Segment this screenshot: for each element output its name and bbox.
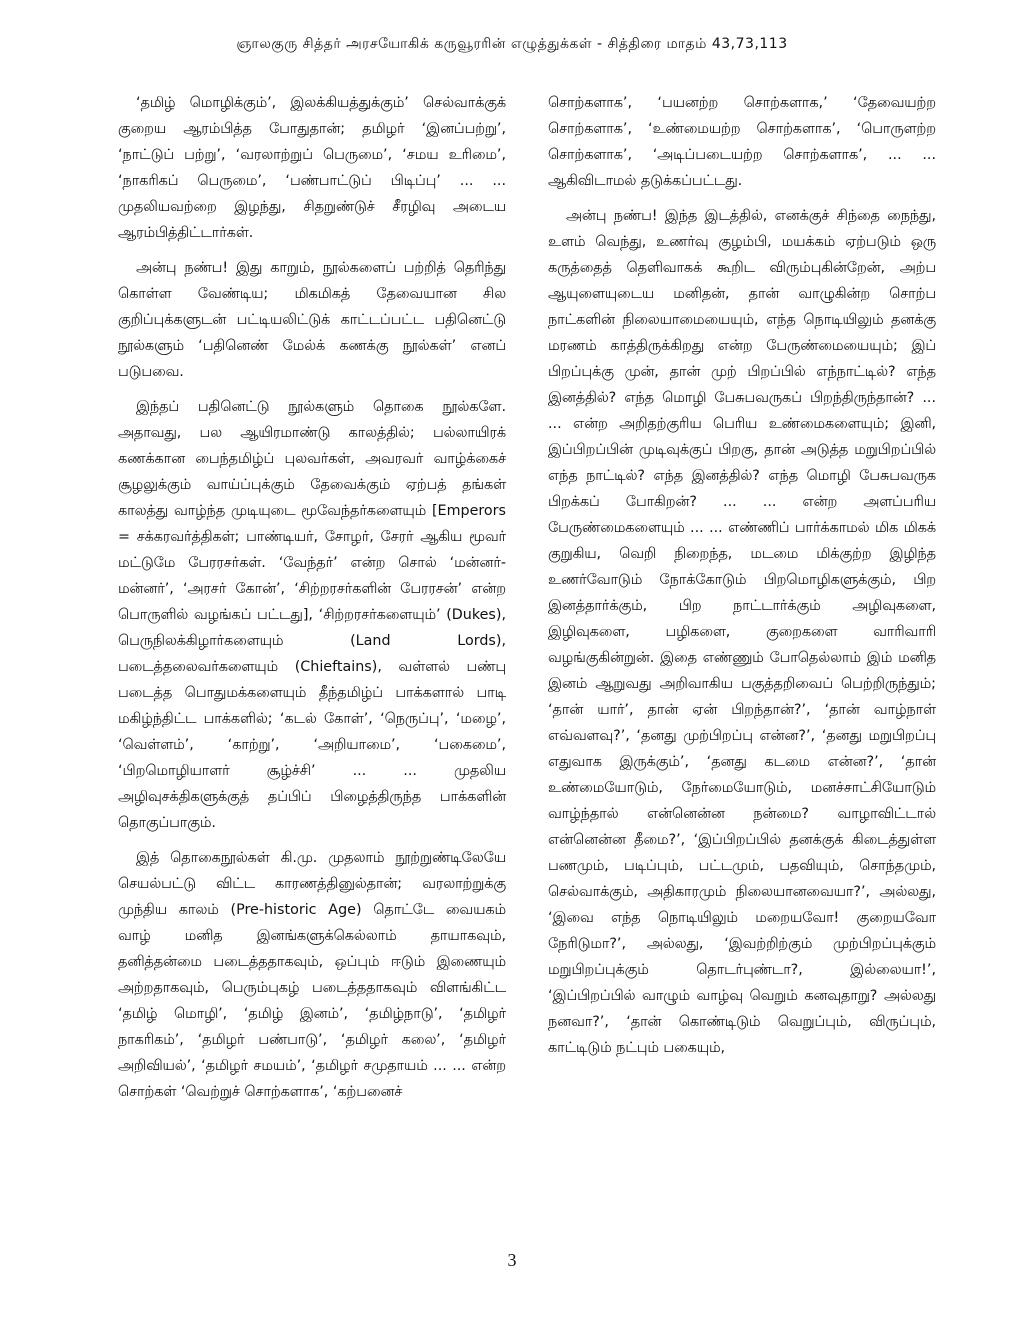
left-column xyxy=(118,90,506,1114)
paragraph: இத் தொகைநூல்கள் கி.மு. முதலாம் நூற்றுண்டிலேயே செயல்பட்டு விட்ட காரணத்தினுல்தான்; வரலாற்றுக்கு முந்திய காலம் (Pre-historic Age) தொட்டே வையகம் வாழ் மனித இனங்களுக்கெல்லாம் தாயாகவும், தனித்தன்மை படைத்ததாகவும், ஒப்பும் ஈடும் இணையும் அற்றதாகவும், பெரும்புகழ் படைத்ததாகவும் விளங்கிட்ட ‘தமிழ் மொழி’, ‘தமிழ் இனம்’, ‘தமிழ்நாடு’, ‘தமிழர் நாகரிகம்’, ‘தமிழர் பண்பாடு’, ‘தமிழர் கலை’, ‘தமிழர் அறிவியல்’, ‘தமிழர் சமயம்’, ‘தமிழர் சமுதாயம் ... ... என்ற சொற்கள் ‘வெற்றுச் சொற்களாக’, ‘கற்பனைச் xyxy=(118,850,506,1100)
paragraph: சொற்களாக’, ‘பயனற்ற சொற்களாக,’ ‘தேவையற்ற சொற்களாக’, ‘உண்மையற்ற சொற்களாக’, ‘பொருளற்ற சொற்களாக’, ‘அடிப்படையற்ற சொற்களாக’, ... ... ஆகிவிடாமல் தடுக்கப்பட்டது. xyxy=(548,95,936,189)
right-column xyxy=(548,90,936,1070)
paragraph: அன்பு நண்ப! இந்த இடத்தில், எனக்குச் சிந்தை நைந்து, உளம் வெந்து, உணர்வு குழம்பி, மயக்கம் ஏற்படும் ஒரு கருத்தைத் தெளிவாகக் கூறிட விரும்புகின்றேன், அற்ப ஆயுளையுடைய மனிதன், தான் வாழுகின்ற சொற்ப நாட்களின் நிலையாமையையும், எந்த நொடியிலும் தனக்கு மரணம் காத்திருக்கிறது என்ற பேருண்மையையும்; இப் பிறப்புக்கு முன், தான் முற் பிறப்பில் எந்நாட்டில்? எந்த இனத்தில்? எந்த மொழி பேசுபவருகப் பிறந்திருந்தான்? ... ... என்ற அறிதற்குரிய பெரிய உண்மைகளையும்; இனி, இப்பிறப்பின் முடிவுக்குப் பிறகு, தான் அடுத்த மறுபிறப்பில் எந்த நாட்டில்? எந்த இனத்தில்? எந்த மொழி பேசுபவருக பிறக்கப் போகிறன்? ... ... என்ற அளப்பரிய பேருண்மைகளையும் ... ... எண்ணிப் பார்க்காமல் மிக மிகக் குறுகிய, வெறி நிறைந்த, மடமை மிக்குற்ற இழிந்த உணர்வோடும் நோக்கோடும் பிறமொழிகளுக்கும், பிற இனத்தார்க்கும், பிற நாட்டார்க்கும் அழிவுகளை, இழிவுகளை, பழிகளை, குறைகளை வாரிவாரி வழங்குகின்றுன். இதை எண்ணும் போதெல்லாம் இம் மனித இனம் ஆறுவது அறிவாகிய பகுத்தறிவைப் பெற்றிருந்தும்; ‘தான் யார்’, தான் ஏன் பிறந்தான்?’, ‘தான் வாழ்நாள் எவ்வளவு?’, ‘தனது முற்பிறப்பு என்ன?’, ‘தனது மறுபிறப்பு எதுவாக இருக்கும்’, ‘தனது கடமை என்ன?’, ‘தான் உண்மையோடும், நேர்மையோடும், மனச்சாட்சியோடும் வாழ்ந்தால் என்னென்ன நன்மை? வாழாவிட்டால் என்னென்ன தீமை?’, ‘இப்பிறப்பில் தனக்குக் கிடைத்துள்ள பணமும், படிப்பும், பட்டமும், பதவியும், சொந்தமும், செல்வாக்கும், அதிகாரமும் நிலையானவையா?’, அல்லது, ‘இவை எந்த நொடியிலும் மறையவோ! குறையவோ நேரிடுமா?’, அல்லது, ‘இவற்றிற்கும் முற்பிறப்புக்கும் மறுபிறப்புக்கும் தொடர்புண்டா?, இல்லையா!’, ‘இப்பிறப்பில் வாழும் வாழ்வு வெறும் கனவுதாறு? அல்லது நனவா?’, ‘தான் கொண்டிடும் வெறுப்பும், விருப்பும், காட்டிடும் நட்பும் பகையும், xyxy=(548,208,936,1056)
paragraph: ‘தமிழ் மொழிக்கும்’, இலக்கியத்துக்கும்’ செல்வாக்குக் குறைய ஆரம்பித்த போதுதான்; தமிழர் ‘இனப்பற்று’, ‘நாட்டுப் பற்று’, ‘வரலாற்றுப் பெருமை’, ‘சமய உரிமை’, ‘நாகரிகப் பெருமை’, ‘பண்பாட்டுப் பிடிப்பு’ ... ... முதலியவற்றை இழந்து, சிதறுண்டுச் சீரழிவு அடைய ஆரம்பித்திட்டார்கள். xyxy=(118,95,506,241)
page-number: 3 xyxy=(507,1250,517,1270)
paragraph: அன்பு நண்ப! இது காறும், நூல்களைப் பற்றித் தெரிந்து கொள்ள வேண்டிய; மிகமிகத் தேவையான சில குறிப்புக்களுடன் பட்டியலிட்டுக் காட்டப்பட்ட பதினெட்டு நூல்களும் ‘பதினெண் மேல்க் கணக்கு நூல்கள்’ எனப் படுபவை. xyxy=(118,260,506,380)
paragraph: இந்தப் பதினெட்டு நூல்களும் தொகை நூல்களே. அதாவது, பல ஆயிரமாண்டு காலத்தில்; பல்லாயிரக் கணக்கான பைந்தமிழ்ப் புலவர்கள், அவரவர் வாழ்க்கைச் சூழலுக்கும் வாய்ப்புக்கும் தேவைக்கும் ஏற்பத் தங்கள் காலத்து வாழ்ந்த முடியுடை மூவேந்தர்களையும் [Emperors = சக்கரவர்த்திகள்; பாண்டியர், சோழர், சேரர் ஆகிய மூவர் மட்டுமே பேரரசர்கள். ‘வேந்தர்’ என்ற சொல் ‘மன்னர்-மன்னர்’, ‘அரசர் கோன்’, ‘சிற்றரசர்களின் பேரரசன்’ என்ற பொருளில் வழங்கப் பட்டது], ‘சிற்றரசர்களையும்’ (Dukes), பெருநிலக்கிழார்களையும் (Land Lords), படைத்தலைவர்களையும் (Chieftains), வள்ளல் பண்பு படைத்த பொதுமக்களையும் தீந்தமிழ்ப் பாக்களால் பாடி மகிழ்ந்திட்ட பாக்களில்; ‘கடல் கோள்’, ‘நெருப்பு’, ‘மழை’, ‘வெள்ளம்’, ‘காற்று’, ‘அறியாமை’, ‘பகைமை’, ‘பிறமொழியாளர் சூழ்ச்சி’ ... ... முதலிய அழிவுசக்திகளுக்குத் தப்பிப் பிழைத்திருந்த பாக்களின் தொகுப்பாகும். xyxy=(118,399,506,831)
page-header: ஞாலகுரு சித்தர் அரசயோகிக் கருவூரரின் எழுத்துக்கள் - சித்திரை மாதம் 43,73,113 xyxy=(236,36,788,52)
